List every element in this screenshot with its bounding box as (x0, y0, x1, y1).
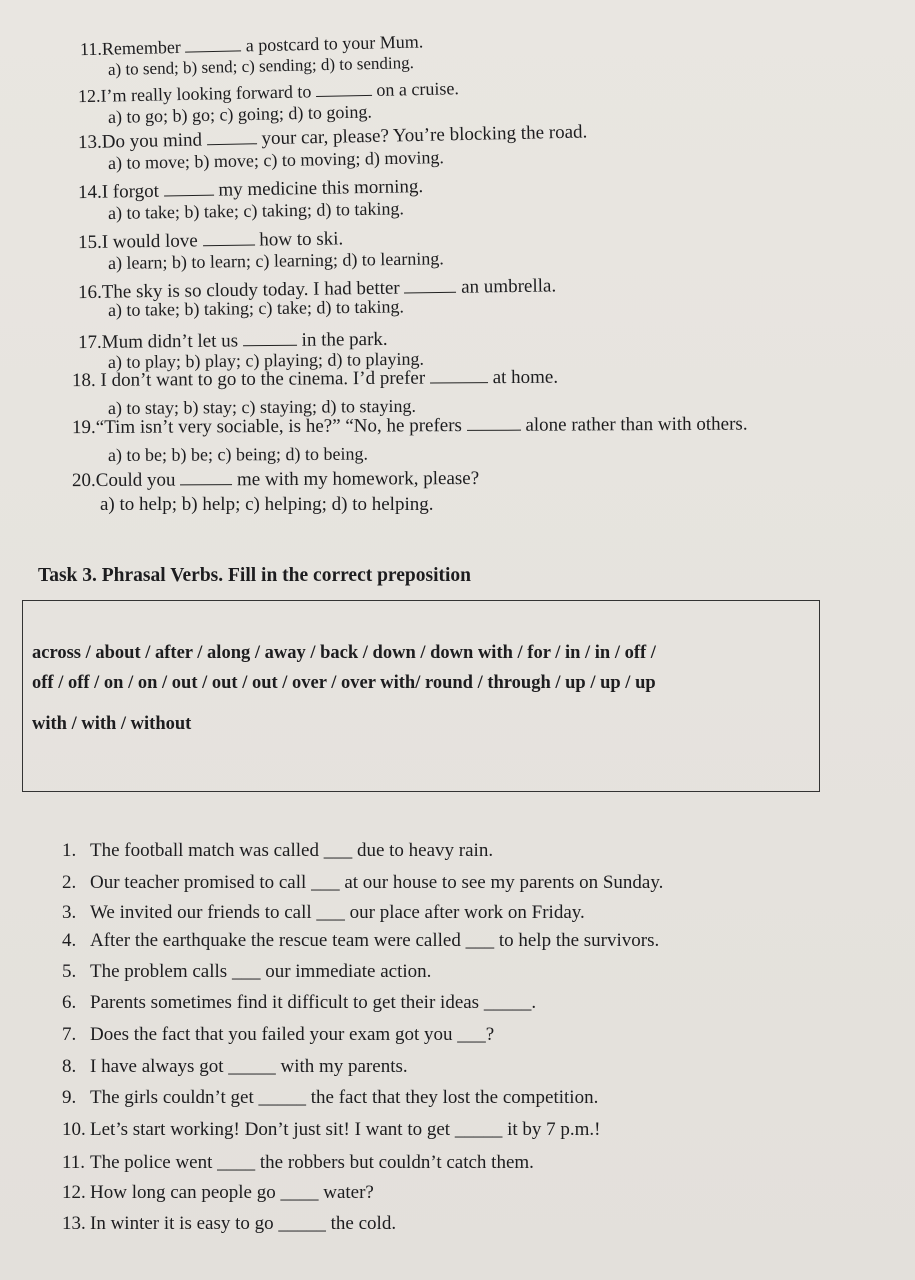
answer-blank[interactable]: ___ (316, 902, 345, 923)
question-number: 16. (77, 281, 102, 304)
question-text-before: I would love (101, 230, 198, 253)
question-number: 2. (62, 872, 77, 893)
question-text-after: an umbrella. (461, 275, 557, 298)
question-number: 17. (77, 331, 102, 354)
pv-question-13 (62, 1213, 396, 1235)
question-number: 6. (62, 992, 77, 1013)
question-text-after: the cold. (325, 1213, 397, 1234)
question-text-after: it by 7 p.m.! (502, 1119, 601, 1140)
question-text-before: Parents sometimes find it difficult to get their ideas (90, 992, 480, 1013)
pv-question-9 (62, 1087, 598, 1109)
question-text-before: The girls couldn’t get (90, 1087, 254, 1108)
question-text-before: In winter it is easy to go (90, 1213, 274, 1234)
question-text-before: After the earthquake the rescue team were called (90, 930, 461, 951)
pv-question-11 (62, 1152, 534, 1174)
options-15 (108, 248, 444, 274)
pv-question-5 (62, 961, 431, 983)
question-number: 19. (71, 416, 96, 439)
question-text-after: how to ski. (259, 228, 344, 251)
question-number: 20. (71, 469, 96, 492)
question-number: 11. (62, 1152, 86, 1173)
answer-blank[interactable] (185, 34, 241, 52)
question-text-after: your car, please? You’re blocking the road. (261, 121, 588, 150)
word-box-line-1: across / about / after / along / away / back / down / down with / for / in / in / off / (32, 643, 656, 663)
answer-blank[interactable]: ___ (311, 872, 340, 893)
pv-question-4 (62, 930, 659, 952)
question-number: 12. (77, 85, 101, 107)
question-text-before: I have always got (90, 1056, 224, 1077)
answer-blank[interactable] (180, 467, 232, 485)
options-text: a) to take; b) take; c) taking; d) to taking. (107, 198, 405, 223)
question-text-after: on a cruise. (376, 78, 460, 100)
answer-blank[interactable] (316, 79, 372, 97)
word-box (22, 600, 820, 792)
answer-blank[interactable] (243, 328, 297, 347)
question-number: 9. (62, 1087, 77, 1108)
answer-blank[interactable] (430, 365, 488, 383)
question-number: 12. (62, 1182, 86, 1203)
question-text-after: alone rather than with others. (525, 413, 748, 436)
question-number: 13. (62, 1213, 86, 1234)
question-19 (72, 411, 748, 439)
options-text: a) to be; b) be; c) being; d) to being. (107, 443, 368, 465)
options-14 (108, 198, 404, 224)
pv-question-2 (62, 872, 663, 894)
answer-blank[interactable]: _____ (228, 1056, 276, 1077)
question-text-before: The football match was called (90, 840, 319, 861)
answer-blank[interactable]: _____ (454, 1119, 503, 1140)
question-text-before: Remember (101, 36, 182, 59)
options-text: a) to stay; b) stay; c) staying; d) to staying. (107, 395, 417, 418)
question-number: 15. (77, 231, 102, 254)
question-text-after: at home. (492, 366, 559, 389)
options-text: a) to take; b) taking; c) take; d) to taking. (107, 296, 405, 320)
question-number: 10. (62, 1119, 86, 1140)
question-text-before: Let’s start working! Don’t just sit! I want to get (90, 1119, 451, 1140)
question-18 (72, 365, 558, 392)
options-text: a) to go; b) go; c) going; d) to going. (107, 101, 373, 127)
answer-blank[interactable] (207, 126, 257, 145)
question-number: 4. (62, 930, 77, 951)
question-number: 18. (71, 369, 96, 392)
question-number: 8. (62, 1056, 77, 1077)
question-text-before: Mum didn’t let us (101, 330, 239, 353)
answer-blank[interactable]: _____ (258, 1087, 307, 1108)
question-text-before: The police went (90, 1152, 213, 1173)
question-number: 7. (62, 1024, 77, 1045)
pv-question-3 (62, 902, 585, 924)
pv-question-7 (62, 1024, 494, 1046)
options-text: a) to help; b) help; c) helping; d) to helping. (100, 494, 434, 515)
question-number: 11. (79, 38, 103, 60)
question-text-before: The problem calls (90, 961, 228, 982)
pv-question-12 (62, 1182, 374, 1204)
question-text-before: We invited our friends to call (90, 902, 312, 923)
answer-blank[interactable]: ___ (323, 840, 353, 861)
answer-blank[interactable]: ____ (280, 1182, 319, 1203)
question-number: 5. (62, 961, 77, 982)
question-text-after: our place after work on Friday. (344, 902, 585, 923)
question-text-after: due to heavy rain. (352, 840, 494, 861)
question-text-before: The sky is so cloudy today. I had better (101, 277, 400, 303)
question-number: 3. (62, 902, 77, 923)
options-text: a) to send; b) send; c) sending; d) to sending. (107, 53, 415, 79)
question-text-after: the fact that they lost the competition. (306, 1087, 599, 1108)
question-text-before: I don’t want to go to the cinema. I’d prefer (95, 367, 426, 391)
options-13 (108, 147, 444, 174)
question-text-before: Does the fact that you failed your exam got you (90, 1024, 453, 1045)
question-text-after: me with my homework, please? (236, 467, 480, 491)
answer-blank[interactable]: _____ (278, 1213, 326, 1234)
question-text-after: in the park. (301, 328, 388, 351)
question-text-before: I’m really looking forward to (100, 81, 312, 106)
answer-blank[interactable] (404, 275, 456, 294)
question-text-after: with my parents. (275, 1056, 408, 1077)
options-19 (108, 444, 368, 466)
pv-question-6 (62, 992, 536, 1014)
question-text-after: the robbers but couldn’t catch them. (255, 1152, 534, 1173)
question-number: 13. (77, 131, 102, 154)
answer-blank[interactable]: _____ (483, 992, 532, 1013)
word-box-line-2: off / off / on / on / out / out / out / over / over with/ round / through / up / up / up (32, 673, 656, 693)
options-20 (100, 494, 433, 516)
question-text-after: ? (485, 1024, 495, 1045)
question-text-after: water? (318, 1182, 374, 1203)
question-text-before: Could you (95, 469, 176, 491)
pv-question-10 (62, 1119, 601, 1141)
answer-blank[interactable]: ___ (465, 930, 495, 951)
question-text-after: a postcard to your Mum. (245, 31, 424, 56)
question-text-after: . (531, 992, 537, 1013)
answer-blank[interactable]: ___ (231, 961, 261, 982)
question-text-after: to help the survivors. (494, 930, 660, 951)
question-text-before: “Tim isn’t very sociable, is he?” “No, he prefers (95, 415, 462, 438)
question-20 (72, 466, 479, 492)
options-text: a) learn; b) to learn; c) learning; d) to learning. (107, 248, 444, 273)
word-box-line-3: with / with / without (32, 714, 192, 734)
answer-blank[interactable] (163, 178, 213, 197)
options-text: a) to move; b) move; c) to moving; d) moving. (107, 147, 445, 173)
answer-blank[interactable] (202, 228, 254, 247)
question-text-after: our immediate action. (260, 961, 432, 982)
question-text-before: Do you mind (101, 129, 203, 153)
options-text: a) to play; b) play; c) playing; d) to playing. (107, 348, 425, 372)
options-16 (108, 296, 404, 321)
question-text-before: I forgot (101, 180, 160, 203)
question-text-after: at our house to see my parents on Sunday. (339, 872, 664, 893)
question-text-before: Our teacher promised to call (90, 872, 307, 893)
pv-question-8 (62, 1056, 408, 1078)
answer-blank[interactable] (467, 413, 521, 431)
answer-blank[interactable]: ___ (457, 1024, 486, 1045)
question-text-after: my medicine this morning. (218, 176, 424, 201)
question-number: 1. (62, 840, 77, 861)
answer-blank[interactable]: ____ (217, 1152, 256, 1173)
task3-title: Task 3. Phrasal Verbs. Fill in the correct preposition (38, 565, 471, 586)
question-text-before: How long can people go (90, 1182, 276, 1203)
pv-question-1 (62, 840, 493, 862)
question-number: 14. (77, 181, 102, 204)
